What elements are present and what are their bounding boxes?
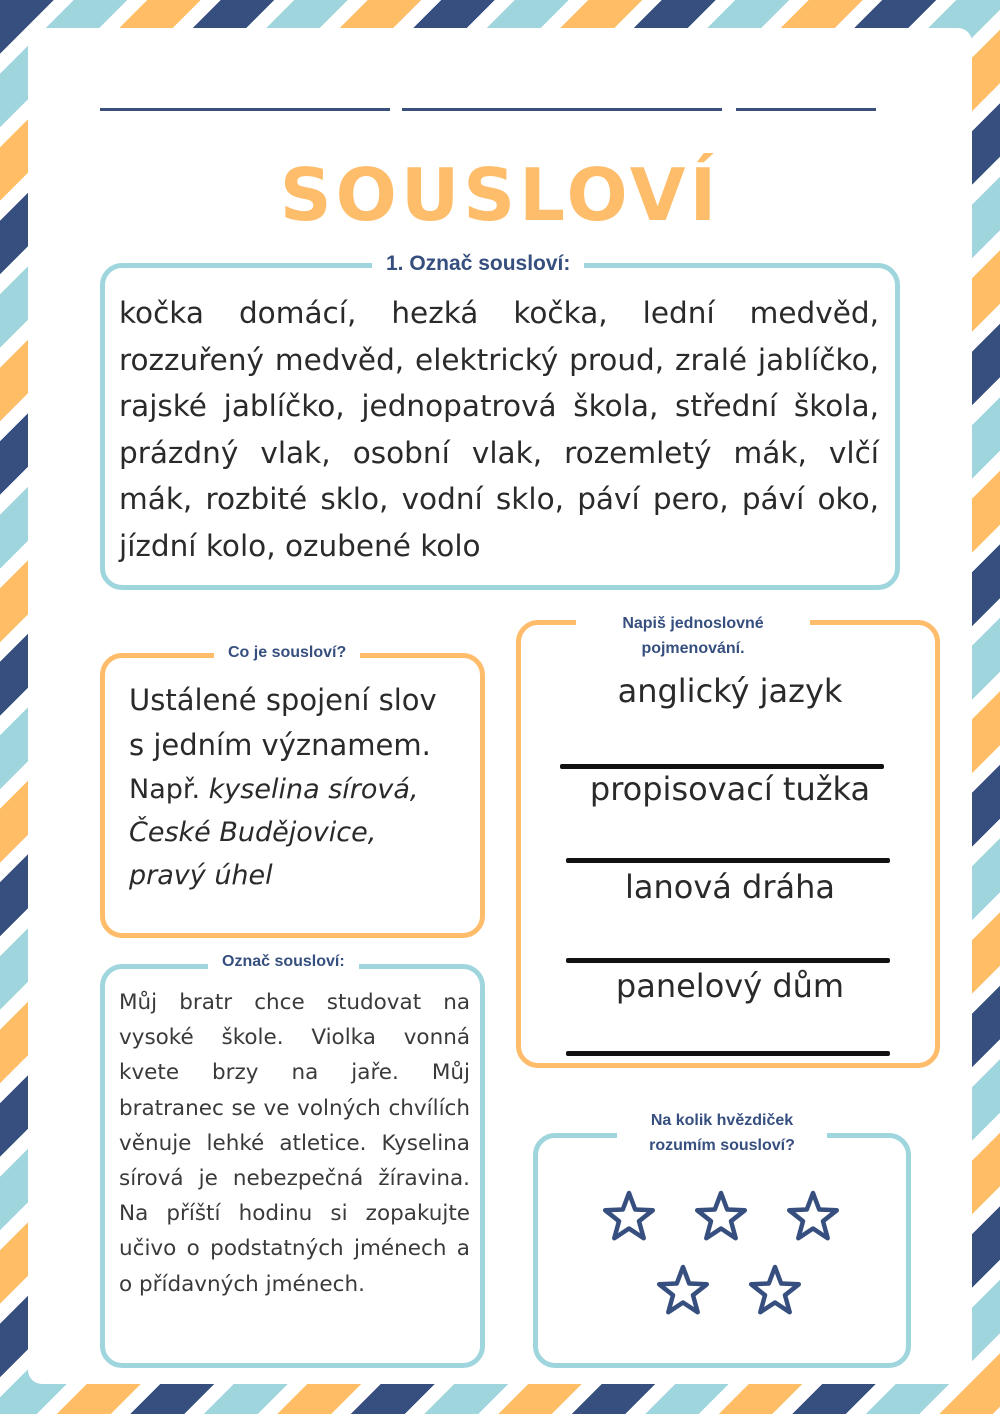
task2-label: Označ sousloví: (208, 951, 359, 973)
rating-label-line2: rozumím sousloví? (649, 1137, 795, 1154)
answer-line-2[interactable] (566, 858, 890, 863)
page-title: SOUSLOVÍ (279, 153, 721, 237)
name-lines (0, 108, 1000, 112)
task2-text[interactable]: Můj bratr chce studovat na vysoké škole. Violka vonná kvete brzy na jaře. Můj bratranec se ve volných chvílích věnuje lehké atletice. Kyselina sírová je nebezpečná žíravina. Na příští hodinu si zopakujte učivo o podstatných jménech a o přídavných jménech. (119, 990, 470, 1297)
definition-example (129, 768, 449, 897)
answer-line-4[interactable] (566, 1051, 890, 1056)
task1-label: 1. Označ sousloví: (372, 250, 584, 278)
definition-label: Co je sousloví? (214, 642, 360, 664)
task3-label-line2: pojmenování. (641, 640, 745, 657)
task2-box (100, 964, 485, 1368)
definition-box (100, 653, 485, 938)
task3-label (576, 611, 810, 661)
answer-line-3[interactable] (566, 958, 890, 963)
term-propisovaci-tuzka: propisovací tužka (589, 770, 871, 808)
example-prefix: Např. (129, 774, 209, 805)
star-outline-icon[interactable] (784, 1187, 842, 1245)
name-line[interactable] (100, 108, 390, 111)
task1-box (100, 263, 900, 590)
rating-label-line1: Na kolik hvězdiček (650, 1112, 794, 1129)
definition-text: Ustálené spojení slov s jedním významem. (129, 683, 437, 762)
date-line[interactable] (736, 108, 876, 111)
answer-line-1[interactable] (560, 764, 884, 769)
star-outline-icon[interactable] (600, 1187, 658, 1245)
class-line[interactable] (402, 108, 722, 111)
star-outline-icon[interactable] (692, 1187, 750, 1245)
term-lanova-draha: lanová dráha (624, 868, 836, 906)
task1-text[interactable]: kočka domácí, hezká kočka, lední medvěd, rozzuřený medvěd, elektrický proud, zralé jablíčko, rajské jablíčko, jednopatrová škola, střední škola, prázdný vlak, osobní vlak, rozemletý mák, vlčí mák, rozbité sklo, vodní sklo, páví pero, páví oko, jízdní kolo, ozubené kolo (119, 296, 879, 563)
term-panelovy-dum: panelový dům (615, 967, 845, 1005)
term-anglicky-jazyk: anglický jazyk (617, 672, 843, 710)
rating-label (617, 1108, 827, 1158)
task3-label-line1: Napiš jednoslovné (622, 615, 764, 632)
example-italic: kyselina sírová, České Budějovice, pravý úhel (129, 774, 419, 891)
star-outline-icon[interactable] (654, 1261, 712, 1319)
star-outline-icon[interactable] (746, 1261, 804, 1319)
rating-box (533, 1133, 911, 1368)
